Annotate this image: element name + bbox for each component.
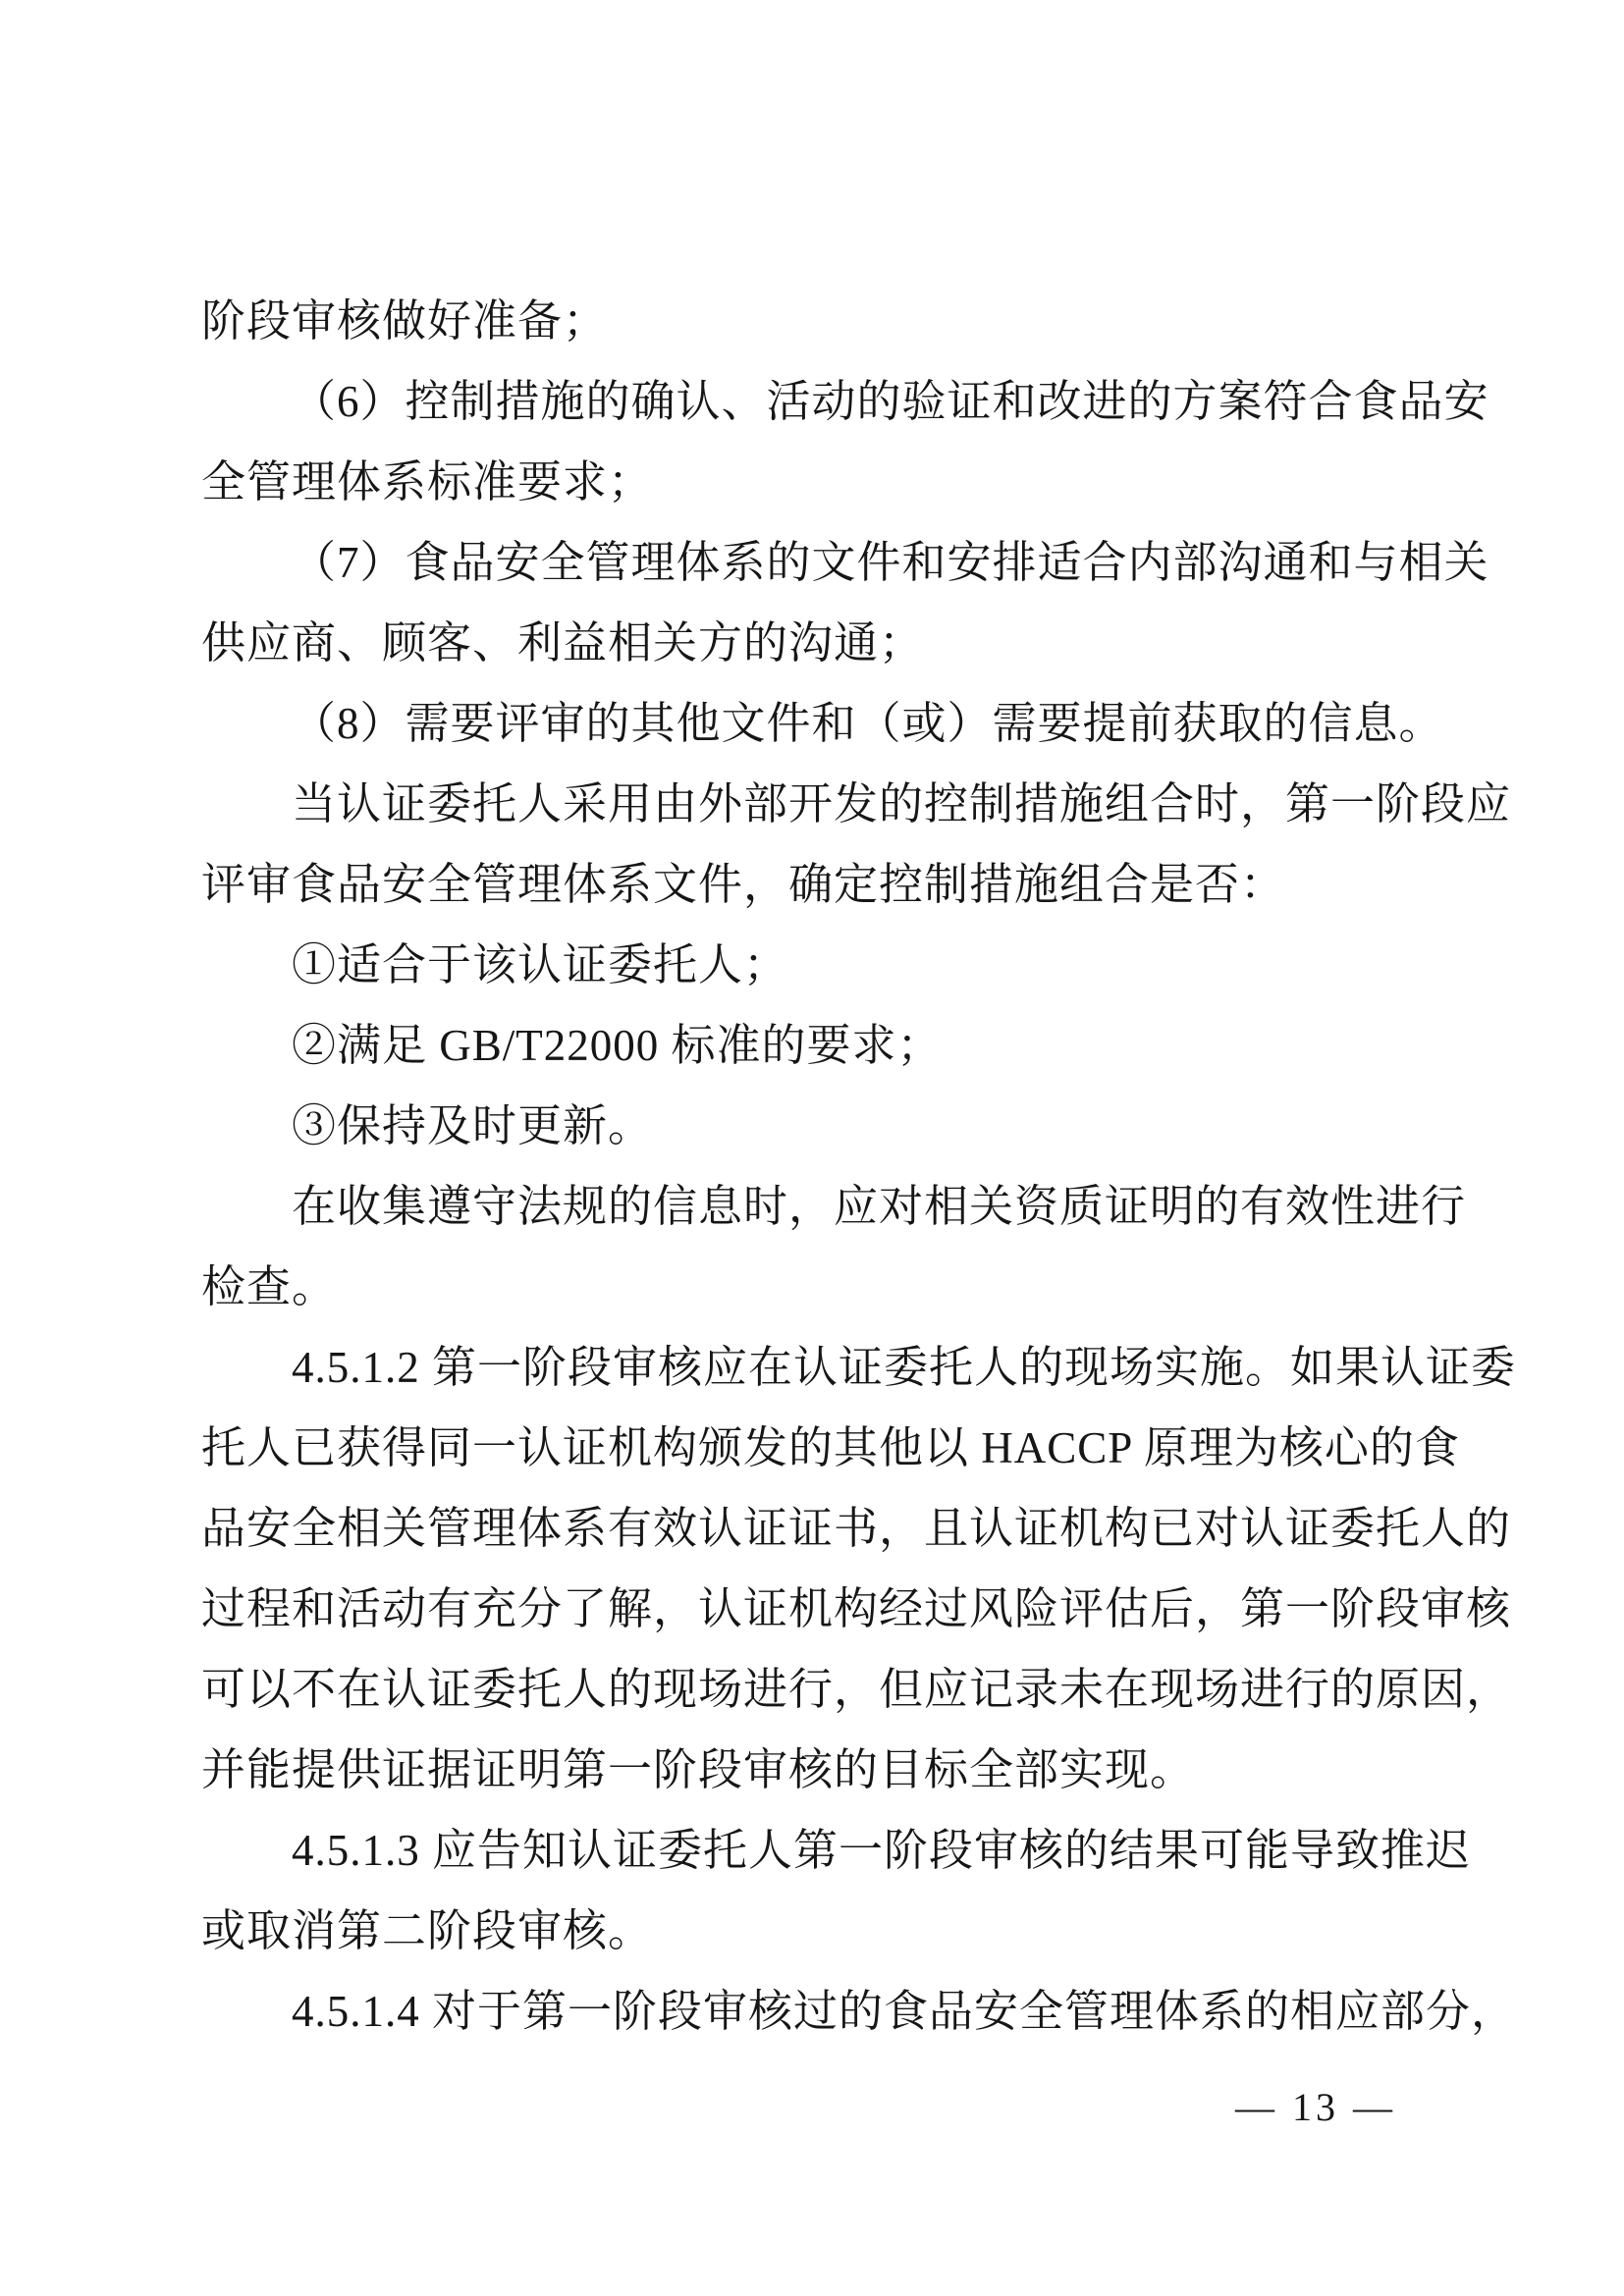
text-line: 品安全相关管理体系有效认证证书，且认证机构已对认证委托人的	[201, 1504, 1512, 1553]
text-line: 检查。	[201, 1262, 338, 1311]
text-line: 可以不在认证委托人的现场进行，但应记录未在现场进行的原因，	[201, 1665, 1512, 1714]
text-line: 4.5.1.3 应告知认证委托人第一阶段审核的结果可能导致推迟	[292, 1826, 1472, 1875]
text-line: 或取消第二阶段审核。	[201, 1906, 654, 1955]
text-line: 4.5.1.2 第一阶段审核应在认证委托人的现场实施。如果认证委	[292, 1343, 1517, 1392]
text-line: 托人已获得同一认证机构颁发的其他以 HACCP 原理为核心的食	[201, 1423, 1460, 1472]
text-line: 评审食品安全管理体系文件，确定控制措施组合是否：	[201, 860, 1286, 909]
text-line: 全管理体系标准要求；	[201, 457, 654, 507]
text-line: 供应商、顾客、利益相关方的沟通；	[201, 618, 925, 667]
text-line: ②满足 GB/T22000 标准的要求；	[292, 1021, 943, 1070]
text-line: （6）控制措施的确认、活动的验证和改进的方案符合食品安	[292, 377, 1489, 426]
text-line: 4.5.1.4 对于第一阶段审核过的食品安全管理体系的相应部分，	[292, 1987, 1517, 2036]
text-line: ①适合于该认证委托人；	[292, 940, 789, 989]
text-line: （8）需要评审的其他文件和（或）需要提前获取的信息。	[292, 699, 1444, 748]
document-body	[201, 281, 1517, 2052]
text-line: 过程和活动有充分了解，认证机构经过风险评估后，第一阶段审核	[201, 1584, 1512, 1633]
text-line: 当认证委托人采用由外部开发的控制措施组合时，第一阶段应	[292, 779, 1512, 828]
text-line: 并能提供证据证明第一阶段审核的目标全部实现。	[201, 1745, 1196, 1794]
text-line: 在收集遵守法规的信息时，应对相关资质证明的有效性进行	[292, 1182, 1467, 1231]
text-line: （7）食品安全管理体系的文件和安排适合内部沟通和与相关	[292, 538, 1489, 587]
text-line: 阶段审核做好准备；	[201, 296, 609, 346]
text-line: ③保持及时更新。	[292, 1101, 654, 1150]
page-number: — 13 —	[1235, 2085, 1396, 2129]
